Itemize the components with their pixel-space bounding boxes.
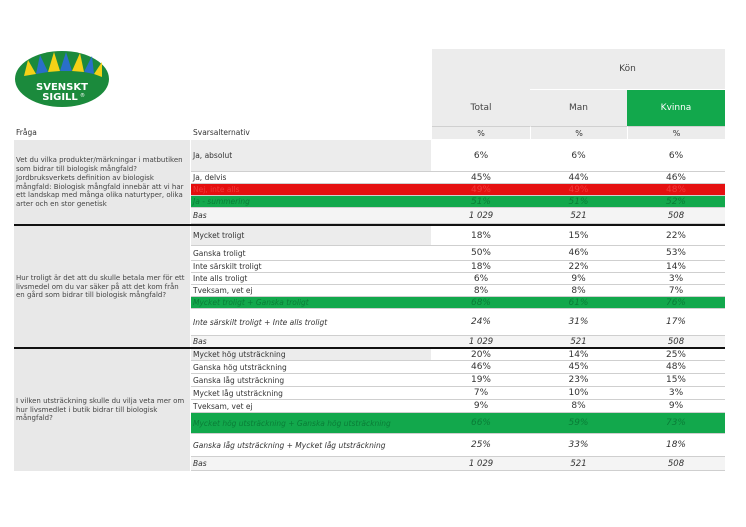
value-man: 33% [568,440,589,450]
value-man: 59% [568,418,589,428]
value-total: 68% [470,297,491,308]
question-1: Vet du vilka produkter/märkningar i matbutiken som bidrar till biologisk mångfald? Jordbruksverkets definition av biologisk mångfald: Biologisk mångfald innebär att vi har ett landskap med många olika naturtyper, olika arter och en stor genetisk [14,140,190,225]
svenskt-sigill-logo [14,50,110,108]
value-kvinna: 3% [668,273,684,284]
header-kvinna: Kvinna [627,89,725,126]
answer-label: Ganska hög utsträckning [193,362,287,372]
table-row [191,400,725,413]
pct-man: % [530,126,627,139]
table-row [191,434,725,457]
value-total: 1 029 [468,458,494,469]
table-row [191,374,725,387]
answer-label: Ja, delvis [193,173,227,182]
table-row [191,309,725,336]
value-man: 45% [568,362,589,372]
value-kvinna: 18% [665,440,686,450]
value-total: 18% [470,230,491,241]
value-total: 20% [470,349,491,360]
pct-total: % [432,126,530,139]
value-man: 8% [571,285,586,296]
answer-label: Bas [193,337,207,346]
col-header-fraga: Fråga [16,128,37,137]
answer-label: Mycket låg utsträckning [193,388,283,398]
table-row [191,261,725,273]
value-kvinna: 22% [665,230,686,241]
value-man: 521 [570,458,587,469]
value-total: 1 029 [468,210,494,221]
pct-kvinna: % [627,126,725,139]
answer-label: Ja - summering [193,197,250,206]
answer-label: Tveksam, vet ej [193,401,253,411]
answer-label: Bas [193,211,207,220]
value-kvinna: 73% [665,418,686,428]
value-total: 25% [470,440,491,450]
value-man: 22% [568,261,589,272]
value-total: 24% [470,317,491,327]
answer-label: Ganska låg utsträckning [193,375,285,385]
answer-label: Mycket hög utsträckning [191,349,431,360]
answer-label: Inte särskilt troligt + Inte alls troligt [193,317,328,327]
table-row-highlight-red [191,184,725,196]
answer-label: Bas [193,459,207,468]
value-man: 46% [568,248,589,258]
answer-label: Nej, inte alls [193,185,240,194]
table-row [191,246,725,261]
table-row-highlight-green [191,196,725,208]
answer-label: Ganska troligt [193,248,246,258]
table-row-highlight-green [191,297,725,309]
value-total: 46% [470,362,491,372]
table-row [191,172,725,184]
question-3: I vilken utsträckning skulle du vilja veta mer om hur livsmedlet i butik bidrar till biologisk mångfald? [14,349,190,471]
logo-registered-mark: ® [80,93,85,99]
value-man: 6% [571,150,586,161]
value-kvinna: 17% [665,317,686,327]
col-header-svarsalternativ: Svarsalternativ [193,128,250,137]
value-man: 9% [571,273,586,284]
value-total: 1 029 [468,336,494,347]
value-total: 50% [470,248,491,258]
answer-label: Mycket troligt [191,226,431,245]
table-row [191,226,725,246]
value-man: 10% [568,388,589,398]
table-row-bas [191,208,725,224]
value-total: 18% [470,261,491,272]
table-row [191,361,725,374]
value-man: 8% [571,401,586,411]
value-man: 61% [568,297,589,308]
value-total: 51% [470,196,491,207]
value-kvinna: 48% [665,184,686,195]
value-kvinna: 53% [665,248,686,258]
value-kvinna: 46% [665,172,686,183]
value-man: 23% [568,375,589,385]
value-kvinna: 508 [667,336,685,347]
header-kon: Kön [619,64,636,74]
value-man: 31% [568,317,589,327]
value-total: 49% [470,184,491,195]
value-total: 7% [473,388,489,398]
table-row [191,273,725,285]
question-2: Hur troligt är det att du skulle betala mer för ett livsmedel om du var säker på att det kom från en gård som bidrar till biologisk mångfald? [14,226,190,348]
value-kvinna: 25% [665,349,686,360]
value-kvinna: 6% [668,150,684,161]
logo-line2: SIGILL [42,92,78,103]
value-total: 9% [473,401,489,411]
value-kvinna: 3% [668,388,684,398]
header-man: Man [530,89,627,126]
value-kvinna: 508 [667,458,685,469]
table-row [191,387,725,400]
value-total: 19% [470,375,491,385]
table-row [191,140,725,172]
value-man: 15% [568,230,589,241]
value-man: 14% [568,349,589,360]
value-man: 49% [568,184,589,195]
value-man: 521 [570,210,587,221]
value-kvinna: 48% [665,362,686,372]
value-man: 44% [568,172,589,183]
answer-label: Ja, absolut [191,140,431,171]
table-row [191,285,725,297]
answer-label: Inte alls troligt [193,274,248,283]
logo-line1: SVENSKT [36,82,88,93]
value-man: 521 [570,336,587,347]
value-total: 66% [470,418,491,428]
value-kvinna: 76% [665,297,686,308]
value-man: 51% [568,196,589,207]
table-row [191,349,725,361]
value-total: 6% [473,150,489,161]
header-total: Total [470,102,492,113]
answer-label: Tveksam, vet ej [193,286,253,295]
answer-label: Inte särskilt troligt [193,262,262,271]
value-total: 45% [470,172,491,183]
value-kvinna: 9% [668,401,684,411]
answer-label: Ganska låg utsträckning + Mycket låg utsträckning [193,440,386,450]
value-total: 8% [473,285,489,296]
table-row-bas [191,457,725,471]
table-row-highlight-green [191,413,725,434]
value-total: 6% [473,273,489,284]
value-kvinna: 14% [665,261,686,272]
value-kvinna: 7% [668,285,684,296]
answer-label: Mycket troligt + Ganska troligt [193,298,309,307]
value-kvinna: 52% [665,196,686,207]
answer-label: Mycket hög utsträckning + Ganska hög utsträckning [193,418,391,428]
value-kvinna: 508 [667,210,685,221]
value-kvinna: 15% [665,375,686,385]
